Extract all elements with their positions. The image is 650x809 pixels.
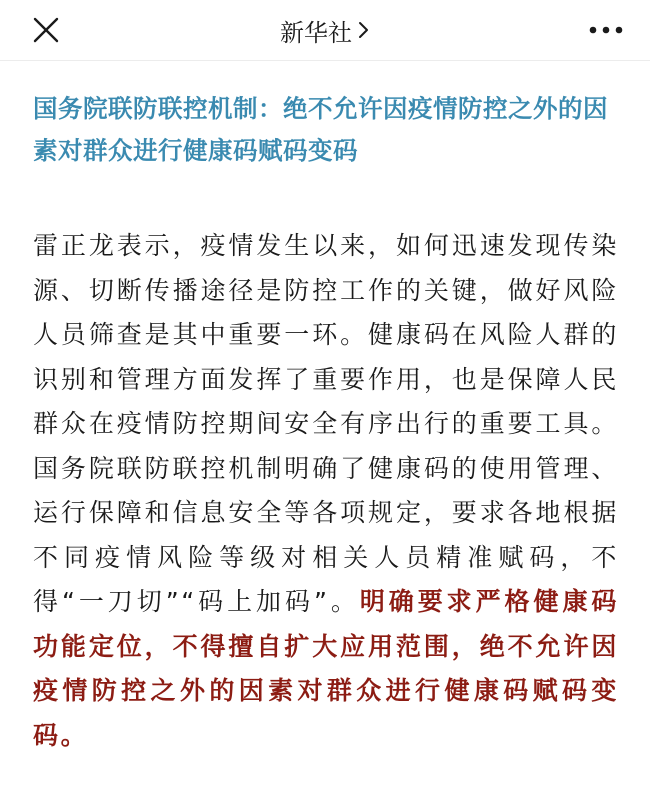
paragraph-highlight-text: 明确要求严格健康码功能定位，不得擅自扩大应用范围，绝不允许因疫情防控之外的因素对群众进行健康码赋码变码。 [33,587,620,750]
paragraph-text: 雷正龙表示，疫情发生以来，如何迅速发现传染源、切断传播途径是防控工作的关键，做好风险人员筛查是其中重要一环。健康码在风险人群的识别和管理方面发挥了重要作用，也是保障人民群众在疫情防控期间安全有序出行的重要工具。国务院联防联控机制明确了健康码的使用管理、运行保障和信息安全等各项规定，要求各地根据不同疫情风险等级对相关人员精准赋码，不得“一刀切”“码上加码”。 [33,231,619,616]
article-paragraph [33,224,619,758]
account-name-link[interactable] [280,13,370,48]
more-horizontal-icon [589,25,623,35]
more-button[interactable] [584,12,628,48]
close-icon [33,17,59,43]
account-name: 新华社 [280,18,352,47]
chevron-right-icon [358,20,370,40]
close-button[interactable] [26,10,66,50]
article-title: 国务院联防联控机制：绝不允许因疫情防控之外的因素对群众进行健康码赋码变码 [33,94,608,165]
top-nav-bar [0,0,650,61]
